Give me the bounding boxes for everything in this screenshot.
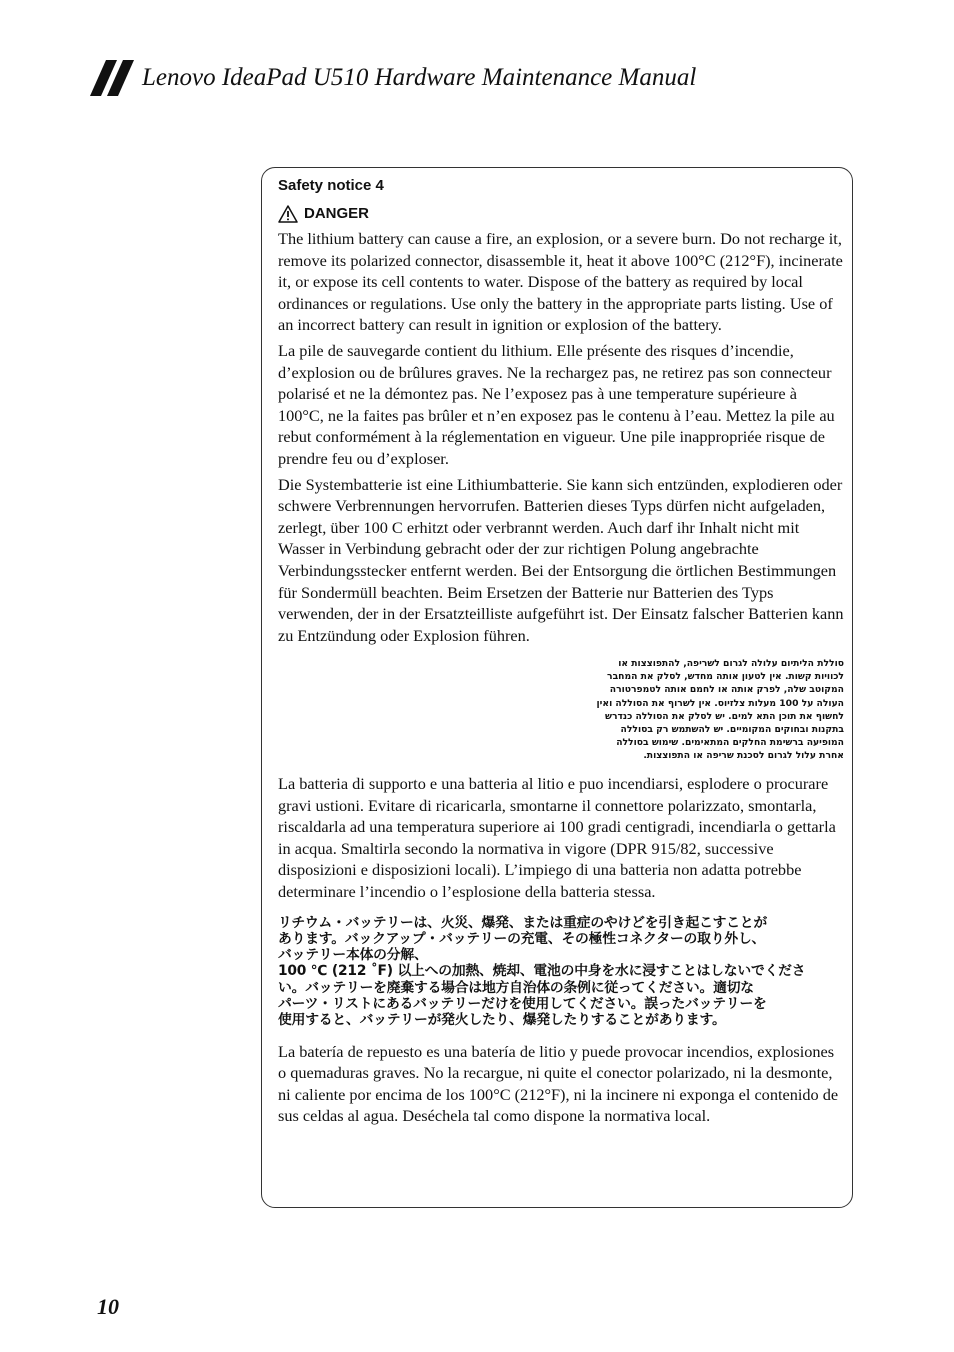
japanese-line: バッテリー本体の分解、 (278, 947, 428, 964)
hebrew-line: לחשוף את תוכן התא למים. יש לסלק את הסוללה כנדרש (605, 710, 844, 722)
double-slash-mark-icon (90, 60, 134, 96)
hebrew-line: אחרת עלול לגרום לסכנת שריפה או התפוצצות. (643, 749, 844, 761)
japanese-line: リチウム・バッテリーは、火災、爆発、または重症のやけどを引き起こすことが (278, 914, 768, 931)
notice-paragraph-german: Die Systembatterie ist eine Lithiumbatterie. Sie kann sich entzünden, explodieren oder schwere Verbrennungen hervorrufen. Batterien dieses Typs dürfen nicht aufgeladen, zerlegt, über 100 C erhitzt oder verbrannt werden. Auch darf ihr Inhalt nicht mit Wasser in Verbindung gebracht oder der zur richtigen Polung angebrachte Verbindungsstecker entfernt werden. Bei der Entsorgung die örtlichen Bestimmungen für Sondermüll beachten. Beim Ersetzen der Batterie nur Batterien des Typs verwenden, der in der Ersatzteilliste aufgeführt ist. Der Einsatz falscher Batterien kann zu Entzündung oder Explosion führen. (278, 474, 844, 645)
manual-title: Lenovo IdeaPad U510 Hardware Maintenance Manual (142, 64, 697, 91)
notice-paragraph-spanish: La batería de repuesto es una batería de litio y puede provocar incendios, explosiones o quemaduras graves. No la recargue, ni quite el conector polarizado, ni la desmonte, ni caliente por encima de los 100°C (212°F), ni la incinere ni exponga el contenido de sus celdas al agua. Deséchela tal como dispone la normativa local. (278, 1041, 839, 1126)
hebrew-line: סוללת הליתיום עלולה לגרום לשריפה, להתפוצצות או (618, 658, 844, 670)
hebrew-line: העולה על 100 מעלות צלזיוס. אין לשרוף את הסוללה ואין (596, 697, 844, 709)
japanese-line: あります。バックアップ・バッテリーの充電、その極性コネクターの取り外し、 (278, 930, 766, 947)
japanese-line: パーツ・リストにあるバッテリーだけを使用してください。誤ったバッテリーを (278, 996, 767, 1013)
japanese-line: 100 ℃ (212 ˚F) 以上への加熱、焼却、電池の中身を水に浸すことはしないでくださ (278, 963, 806, 980)
japanese-line: い。バッテリーを廃棄する場合は地方自治体の条例に従ってください。適切な (278, 979, 754, 996)
notice-japanese-block (278, 915, 844, 1029)
page-header (90, 58, 696, 98)
safety-notice-content (278, 176, 844, 1131)
hebrew-line: בתקנות ובחוקים המקומיים. יש להשתמש רק בסוללה (620, 723, 844, 735)
notice-paragraph-italian: La batteria di supporto e una batteria al litio e puo incendiarsi, esplodere o procurare gravi ustioni. Evitare di ricaricarla, smontarne il connettore polarizzato, smontarla, riscaldarla ad una temperatura superiore ai 100 gradi centigradi, incendiarla o gettarla in acqua. Smaltirla secondo la normativa in vigore (DPR 915/82, successive disposizioni e disposizioni locali). L’impiego di una batteria non adatta potrebbe determinare l’incendio o l’esplosione della batteria stessa. (278, 774, 836, 901)
danger-row (278, 204, 844, 224)
hebrew-line: המקוטב שלה, לפרק אותה או לחמם אותה לטמפרטורה (609, 684, 844, 696)
notice-paragraph-english: The lithium battery can cause a fire, an explosion, or a severe burn. Do not recharge it, remove its polarized connector, disassemble it, heat it above 100°C (212°F), incinerate it, or expose its cell contents to water. Dispose of the battery as required by local ordinances or regulations. Use only the battery in the appropriate parts listing. Use of an incorrect battery can result in ignition or explosion of the battery. (278, 229, 843, 335)
notice-paragraph-french: La pile de sauvegarde contient du lithium. Elle présente des risques d’incendie, d’explosion ou de brûlures graves. Ne la rechargez pas, ne retirez pas son connecteur polarisé et ne la démontez pas. Ne l’exposez pas à une temperature supérieure à 100°C, ne la faites pas brûler et n’en exposez pas le contenu à l’eau. Mettez la pile au rebut conformément à la réglementation en vigueur. Une pile inappropriée risque de prendre feu ou d’exploser. (278, 340, 835, 468)
danger-label: DANGER (304, 205, 370, 222)
notice-heading: Safety notice 4 (278, 177, 384, 194)
page-number: 10 (97, 1294, 119, 1319)
warning-triangle-icon (278, 205, 298, 223)
notice-hebrew-block (578, 657, 844, 762)
hebrew-line: המופיעה ברשימת החלקים המתאימים. שימוש בסוללה (616, 736, 844, 748)
japanese-line: 使用すると、バッテリーが発火したり、爆発したりすることがあります。 (278, 1012, 726, 1029)
hebrew-line: לכוויות קשות. אין לטעון אותה מחדש, לסלק את המחבר (607, 671, 844, 683)
